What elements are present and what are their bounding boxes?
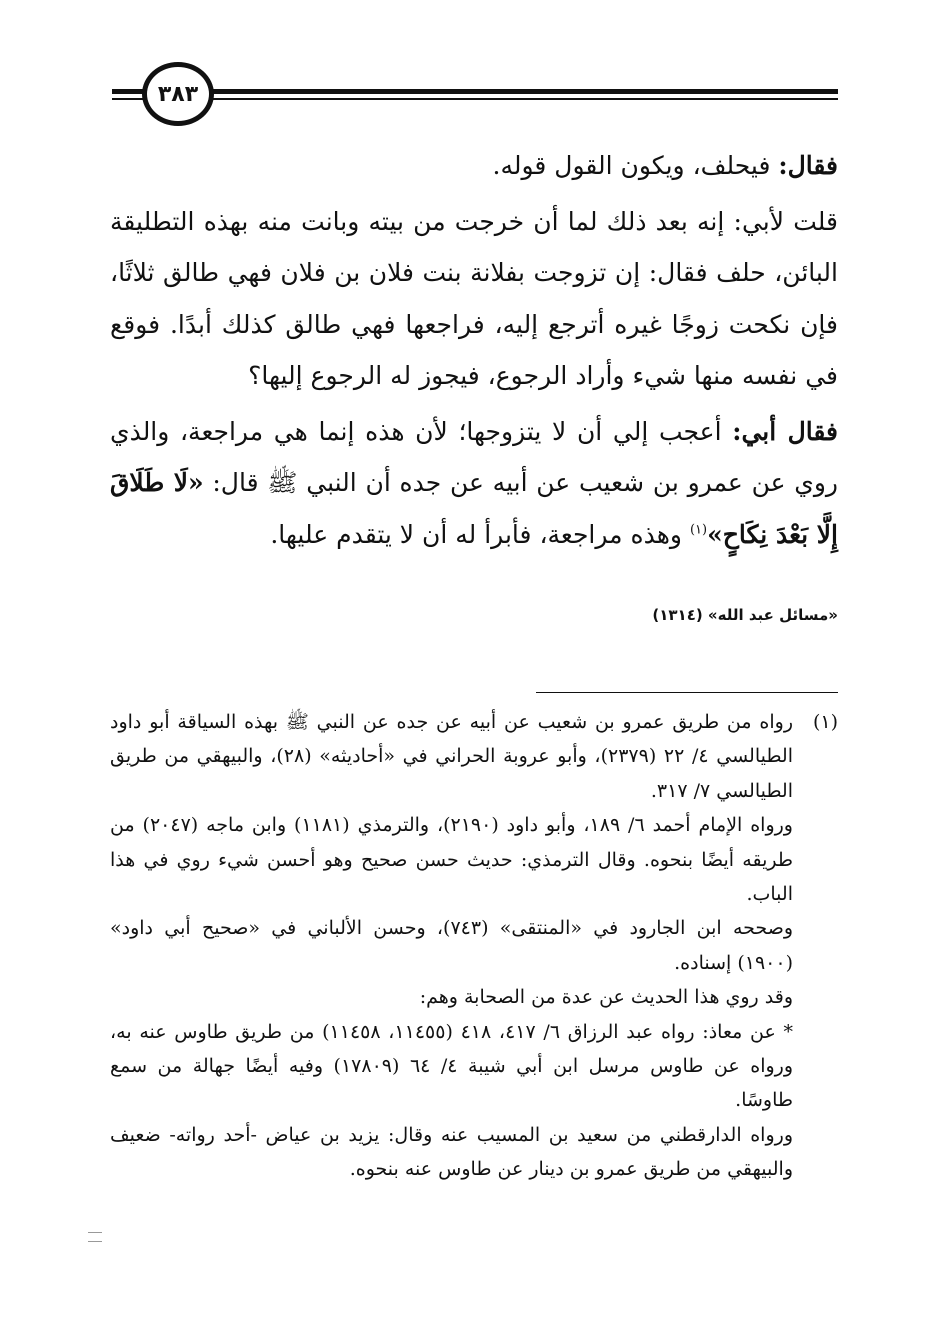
main-text: [110, 140, 838, 560]
source-citation: «مسائل عبد الله» (١٣١٤): [652, 606, 838, 624]
footnote-paragraph: رواه من طريق عمرو بن شعيب عن أبيه عن جده عن النبي ﷺ بهذه السياقة أبو داود الطيالسي ٤/ ٢٢ (٢٣٧٩)، وأبو عروبة الحراني في «أحاديثه» (٢٨)، والبيهقي من طريق الطيالسي ٧/ ٣١٧.: [110, 711, 793, 802]
footnote-body: [110, 705, 793, 1187]
paragraph-2: [110, 196, 838, 402]
footnote-divider: [536, 692, 838, 693]
footnote-paragraph: * عن معاذ: رواه عبد الرزاق ٦/ ٤١٧، ٤١٨ (١١٤٥٥، ١١٤٥٨) من طريق طاوس عنه به، ورواه عن طاوس مرسل ابن أبي شيبة ٤/ ٦٤ (١٧٨٠٩) وفيه أيضًا جهالة من سمع طاوسًا.: [110, 1020, 794, 1112]
footnote-paragraph: ورواه الدارقطني من سعيد بن المسيب عنه وقال: يزيد بن عياض -أحد رواته- ضعيف والبيهقي من طريق عمرو بن دينار عن طاوس عنه بنحوه.: [110, 1123, 793, 1181]
question-text: قلت لأبي: إنه بعد ذلك لما أن خرجت من بيته وبانت منه بهذه التطليقة البائن، حلف فقال: إن تزوجت بفلانة بنت فلان بن فلان فهي طالق ثلاثًا، فإن نكحت زوجًا غيره أترجع إليه، فراجعها فهي طالق كذلك أبدًا. فوقع في نفسه منها شيء وأراد الرجوع، فيجوز له الرجوع إليها؟: [110, 206, 838, 390]
answer-text: أعجب إلي أن لا يتزوجها؛ لأن هذه إنما هي مراجعة، والذي روي عن عمرو بن شعيب عن أبيه عن جده أن النبي ﷺ قال:: [110, 416, 838, 497]
speaker-label: فقال:: [778, 151, 838, 180]
footnote-item: [110, 705, 838, 1187]
footnote-paragraph: وصححه ابن الجارود في «المنتقى» (٧٤٣)، وحسن الألباني في «صحيح أبي داود» (١٩٠٠) إسناده.: [110, 917, 794, 974]
footnote-number: (١): [812, 711, 838, 733]
hadith-quote: «لَا طَلَاقَ إِلَّا بَعْدَ نِكَاحٍ»: [110, 468, 838, 549]
footnote-paragraph: ورواه الإمام أحمد ٦/ ١٨٩، وأبو داود (٢١٩٠)، والترمذي (١١٨١) وابن ماجه (٢٠٤٧) من طريقه أيضًا بنحوه. وقال الترمذي: حديث حسن صحيح وهو أحسن شيء روي في هذا الباب.: [110, 814, 793, 906]
margin-mark: [88, 1232, 102, 1242]
paragraph-1: [110, 140, 838, 192]
paragraph-text: فيحلف، ويكون القول قوله.: [492, 151, 771, 180]
footnote-reference[interactable]: (١): [689, 522, 708, 538]
footnotes-section: [110, 705, 838, 1187]
page-number: ٣٨٣: [142, 62, 214, 126]
footnote-paragraph: وقد روي هذا الحديث عن عدة من الصحابة وهم:: [419, 986, 793, 1009]
header-rule-thin: [112, 98, 838, 100]
header-rule-thick: [112, 89, 838, 94]
answer-text-end: وهذه مراجعة، فأبرأ له أن لا يتقدم عليها.: [270, 519, 682, 549]
page-header: [112, 62, 838, 132]
paragraph-3: [110, 406, 838, 561]
speaker-label: فقال أبي:: [732, 416, 838, 446]
